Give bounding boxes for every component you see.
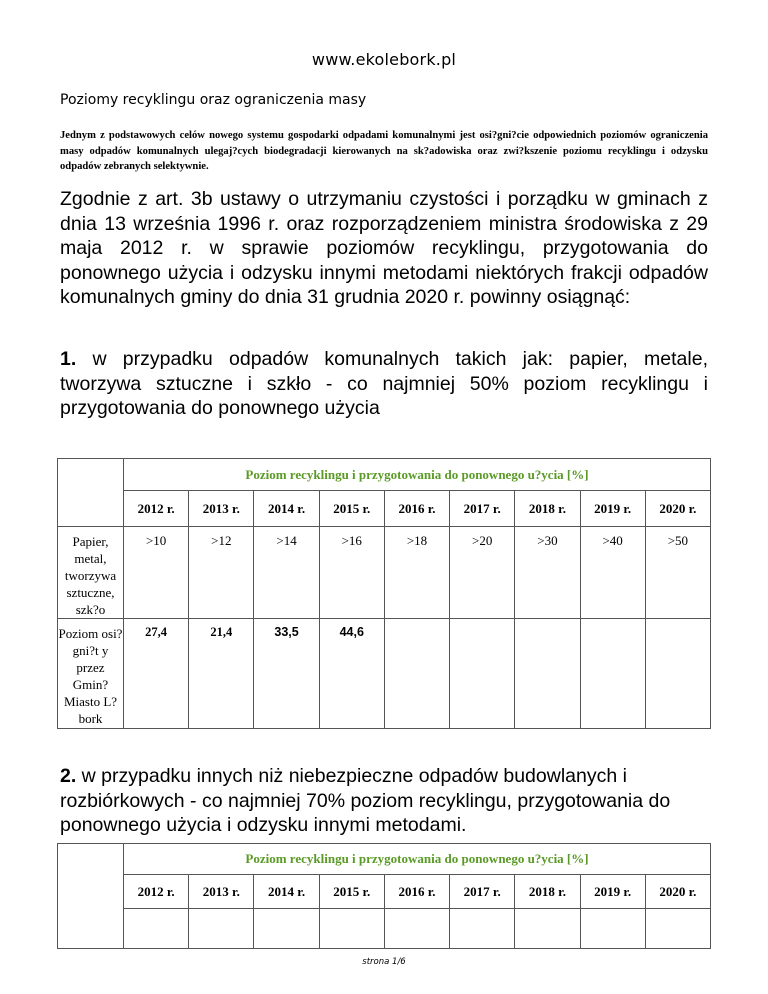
table-1-year: 2016 r. [384, 491, 449, 527]
table-2-corner-cell [58, 844, 124, 949]
table-2-cell [515, 909, 580, 949]
table-1-achieved-value: 44,6 [319, 619, 384, 729]
table-2-year: 2019 r. [580, 875, 645, 909]
point-2 [60, 764, 708, 838]
table-row [58, 619, 711, 729]
table-2-cell [450, 909, 515, 949]
recycling-table-1 [57, 458, 711, 729]
point-1-number: 1. [60, 348, 77, 370]
page-footer: strona 1/6 [362, 957, 406, 967]
section-heading: Poziomy recyklingu oraz ograniczenia masy [60, 92, 367, 108]
table-1-year: 2018 r. [515, 491, 580, 527]
table-1-achieved-value: 27,4 [124, 619, 189, 729]
table-1-row-label: Papier, metal, tworzywa sztuczne, szk?o [58, 527, 124, 619]
table-1-norm-value: >18 [384, 527, 449, 619]
table-1-row-label: Poziom osi?gni?t y przez Gmin? Miasto L?bork [58, 619, 124, 729]
table-2-cell [189, 909, 254, 949]
table-1-year: 2017 r. [450, 491, 515, 527]
recycling-table-2 [57, 843, 711, 949]
table-1-year: 2019 r. [580, 491, 645, 527]
table-2-caption: Poziom recyklingu i przygotowania do ponownego u?ycia [%] [124, 844, 711, 875]
table-2-year: 2013 r. [189, 875, 254, 909]
table-1-year: 2015 r. [319, 491, 384, 527]
table-row [58, 909, 711, 949]
table-row [58, 527, 711, 619]
table-1-achieved-value [515, 619, 580, 729]
table-2-cell [580, 909, 645, 949]
table-1-year: 2012 r. [124, 491, 189, 527]
table-2-cell [124, 909, 189, 949]
table-1-achieved-value: 21,4 [189, 619, 254, 729]
table-2-year: 2012 r. [124, 875, 189, 909]
table-1-achieved-value [645, 619, 710, 729]
table-1-achieved-value [450, 619, 515, 729]
table-1-norm-value: >14 [254, 527, 319, 619]
table-2-year: 2017 r. [450, 875, 515, 909]
point-2-number: 2. [60, 765, 77, 787]
table-1-corner-cell [58, 459, 124, 527]
table-1-norm-value: >40 [580, 527, 645, 619]
table-2-year: 2014 r. [254, 875, 319, 909]
table-2-cell [645, 909, 710, 949]
table-2-year: 2016 r. [384, 875, 449, 909]
table-2-cell [254, 909, 319, 949]
table-1-year: 2014 r. [254, 491, 319, 527]
main-paragraph: Zgodnie z art. 3b ustawy o utrzymaniu czystości i porządku w gminach z dnia 13 września 1996 r. oraz rozporządzeniem ministra środowiska z 29 maja 2012 r. w sprawie poziomów recyklingu, przygotowania do ponownego użycia i odzysku innymi metodami niektórych frakcji odpadów komunalnych gminy do dnia 31 grudnia 2020 r. powinny osiągnąć: [60, 188, 708, 308]
table-1-norm-value: >10 [124, 527, 189, 619]
table-2-cell [384, 909, 449, 949]
table-1-year: 2013 r. [189, 491, 254, 527]
table-1-achieved-value [384, 619, 449, 729]
table-1-achieved-value [580, 619, 645, 729]
table-1-caption: Poziom recyklingu i przygotowania do ponownego u?ycia [%] [124, 459, 711, 491]
table-1-norm-value: >16 [319, 527, 384, 619]
table-2-year: 2015 r. [319, 875, 384, 909]
table-1-norm-value: >12 [189, 527, 254, 619]
table-1-achieved-value: 33,5 [254, 619, 319, 729]
table-1-norm-value: >50 [645, 527, 710, 619]
table-2-year: 2018 r. [515, 875, 580, 909]
table-1-norm-value: >30 [515, 527, 580, 619]
table-1-norm-value: >20 [450, 527, 515, 619]
point-1 [60, 347, 708, 421]
point-2-text: w przypadku innych niż niebezpieczne odpadów budowlanych i rozbiórkowych - co najmniej 70% poziom recyklingu, przygotowania do ponownego użycia i odzysku innymi metodami. [60, 765, 671, 836]
site-url: www.ekolebork.pl [311, 50, 457, 69]
table-1-year: 2020 r. [645, 491, 710, 527]
point-1-text: w przypadku odpadów komunalnych takich jak: papier, metale, tworzywa sztuczne i szkło - co najmniej 50% poziom recyklingu i przygotowania do ponownego użycia [60, 348, 708, 419]
intro-paragraph: Jednym z podstawowych celów nowego systemu gospodarki odpadami komunalnymi jest osi?gni?cie odpowiednich poziomów ograniczenia masy odpadów komunalnych ulegaj?cych biodegradacji kierowanych na sk?adowiska oraz zwi?kszenie poziomu recyklingu i odzysku odpadów zebranych selektywnie. [60, 130, 708, 172]
table-2-cell [319, 909, 384, 949]
table-2-year: 2020 r. [645, 875, 710, 909]
